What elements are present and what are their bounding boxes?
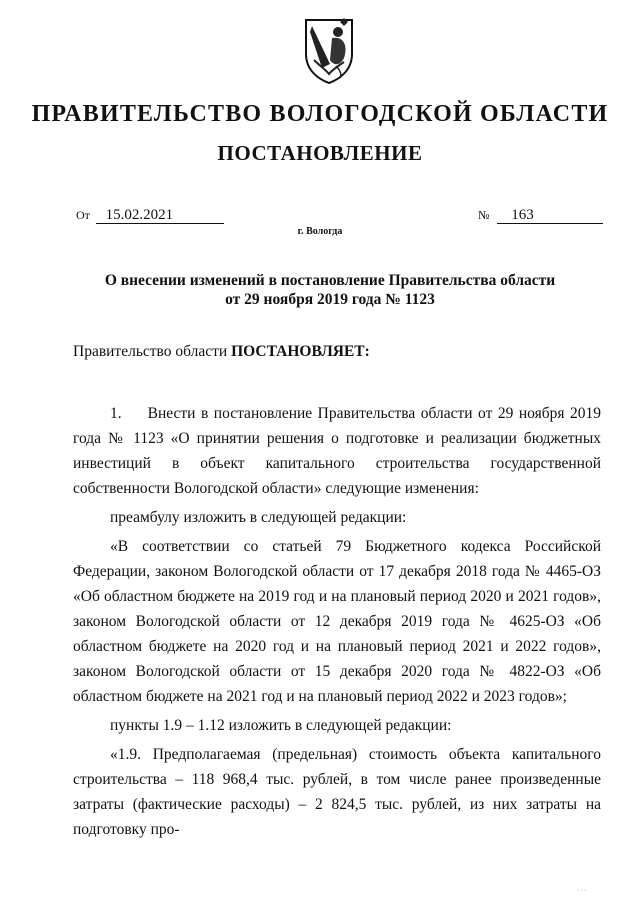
number-field (478, 207, 603, 224)
paragraph-preamble-instruction: преамбулу изложить в следующей редакции: (110, 509, 407, 526)
paragraph-clause-1-9: «1.9. Предполагаемая (предельная) стоимость объекта капитального строительства – 118 968,4 тыс. рублей, в том числе ранее произведенные затраты (фактические расходы) – 2 824,5 тыс. рублей, из них затраты на подготовку про- (73, 746, 601, 838)
item-1-text: Внести в постановление Правительства области от 29 ноября 2019 года № 1123 «О принятии решения о подготовке и реализации бюджетных инвестиций в объект капитального строительства государственной собственности Вологодской области» следующие изменения: (73, 405, 601, 497)
subject-line-2: от 29 ноября 2019 года № 1123 (225, 291, 435, 308)
document-body (73, 401, 601, 846)
government-title: ПРАВИТЕЛЬСТВО ВОЛОГОДСКОЙ ОБЛАСТИ (31, 101, 609, 127)
document-subject (60, 271, 600, 309)
item-number: 1. (110, 405, 122, 422)
date-field (76, 207, 224, 224)
number-prefix: № (478, 208, 490, 222)
paragraph-clauses-instruction: пункты 1.9 – 1.12 изложить в следующей редакции: (110, 717, 452, 734)
resolve-lead: Правительство области (73, 343, 228, 360)
resolve-statement (73, 343, 370, 361)
page-mark: · · · (577, 888, 586, 894)
date-value: 15.02.2021 (96, 207, 224, 224)
paragraph-item-1 (73, 401, 601, 501)
coat-of-arms-icon (300, 16, 358, 86)
paragraph-preamble-text: «В соответствии со статьей 79 Бюджетного кодекса Российской Федерации, законом Вологодской области от 17 декабря 2018 года № 4465-ОЗ «Об областном бюджете на 2019 год и на плановый период 2020 и 2021 годов», законом Вологодской области от 12 декабря 2019 года № 4625-ОЗ «Об областном бюджете на 2020 год и на плановый период 2021 и 2022 годов», законом Вологодской области от 15 декабря 2020 года № 4822-ОЗ «Об областном бюджете на 2021 год и на плановый период 2022 и 2023 годов»; (73, 538, 601, 705)
document-type: ПОСТАНОВЛЕНИЕ (217, 141, 423, 165)
number-value: 163 (497, 207, 603, 224)
city-label: г. Вологда (297, 226, 343, 237)
date-prefix: От (76, 208, 90, 222)
subject-line-1: О внесении изменений в постановление Правительства области (104, 272, 556, 289)
resolve-verb: ПОСТАНОВЛЯЕТ: (231, 343, 370, 360)
